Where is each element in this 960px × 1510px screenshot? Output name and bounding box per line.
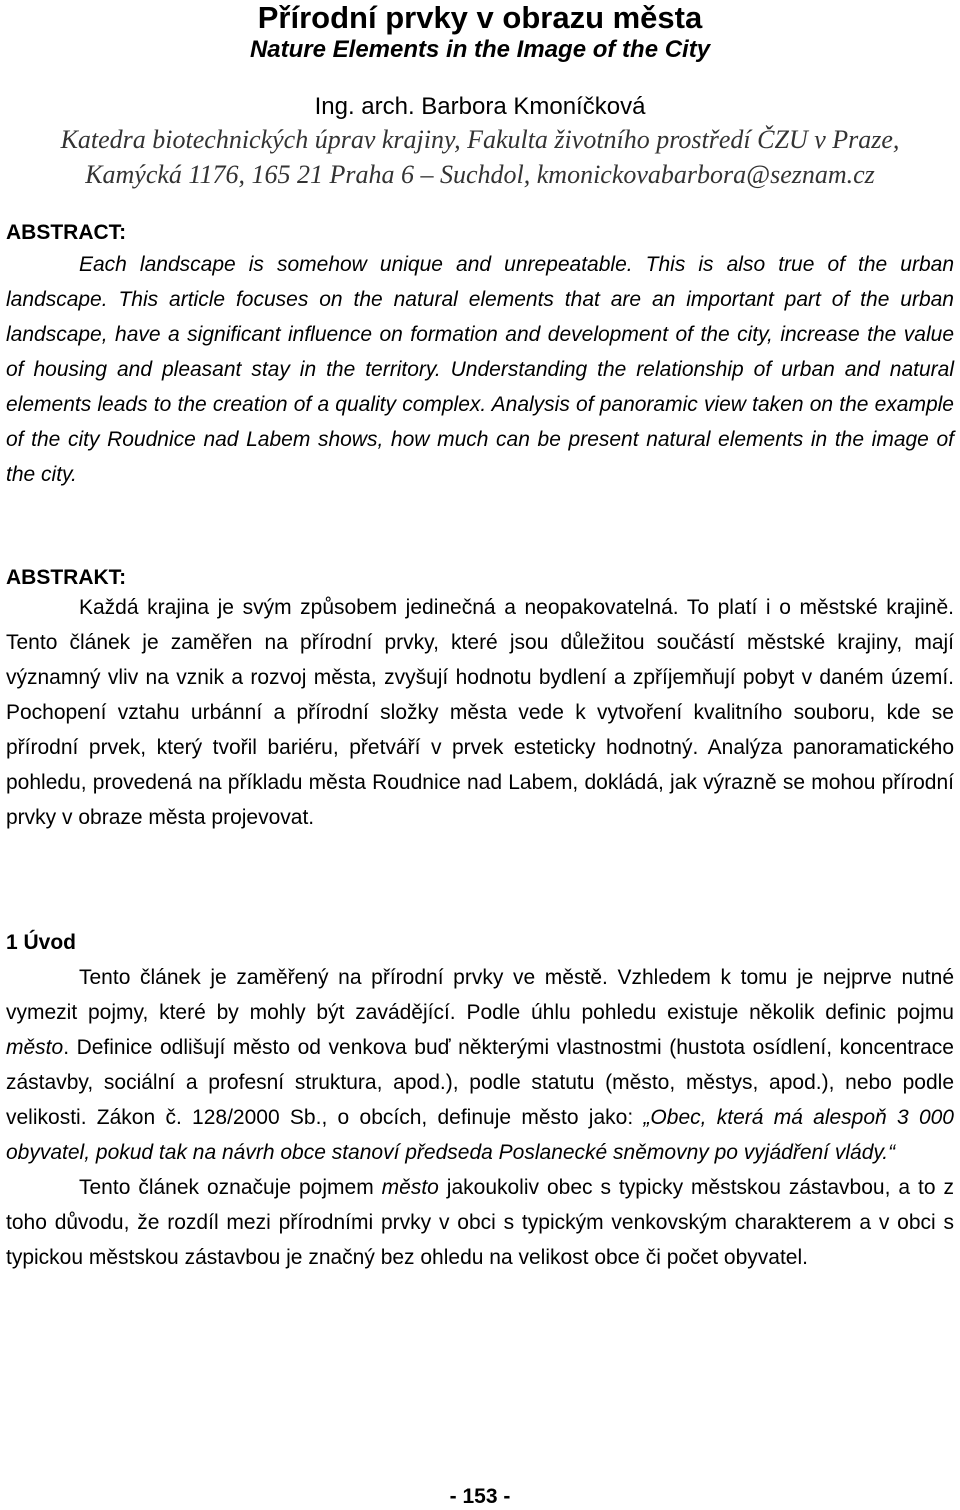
abstract-cz-paragraph: Každá krajina je svým způsobem jedinečná a neopakovatelná. To platí i o městské krajině. Tento článek je zaměřen na přírodní prvky, které jsou důležitou součástí městské krajiny, mají významný vliv na vznik a rozvoj města, zvyšují hodnotu bydlení a zpříjemňují pobyt v daném území. Pochopení vztahu urbánní a přírodní složky města vede k vytvoření kvalitního souboru, kde se přírodní prvek, který tvořil bariéru, přetváří v prvek esteticky hodnotný. Analýza panoramatického pohledu, provedená na příkladu města Roudnice nad Labem, dokládá, jak výrazně se mohou přírodní prvky v obraze města projevovat. [6,596,954,829]
abstract-en-heading: ABSTRACT: [6,221,127,244]
paper-title: Přírodní prvky v obrazu města [257,0,703,35]
p2-text-a: Tento článek označuje pojmem [79,1176,382,1199]
abstract-en-text [6,247,954,492]
paper-subtitle: Nature Elements in the Image of the City [249,36,711,63]
page-number: - 153 - [449,1485,511,1508]
p2-text-b: jakoukoliv obec s typicky městskou zástavbou, a to z toho důvodu, že rozdíl mezi přírodními prvky v obci s typickým venkovským charakterem a v obci s typickou městskou zástavbou je značný bez ohledu na velikost obce či počet obyvatel. [6,1176,954,1269]
p2-emphasis: město [381,1176,439,1199]
abstract-cz-text [6,590,954,835]
abstract-cz-heading: ABSTRAKT: [6,566,127,589]
p1-text-b: . Definice odlišují město od venkova buď některými vlastnostmi (hustota osídlení, koncentrace zástavby, sociální a profesní struktura, apod.), podle statutu (město, městys, apod.), nebo podle velikosti. Zákon č. 128/2000 Sb., o obcích, definuje město jako: [6,1036,954,1129]
body-paragraph-2 [6,1170,954,1275]
section-body [6,960,954,1275]
affiliation-line-1: Katedra biotechnických úprav krajiny, Fakulta životního prostředí ČZU v Praze, [60,125,900,154]
p1-emphasis: město [6,1036,64,1059]
author-name: Ing. arch. Barbora Kmoníčková [314,93,646,120]
law-quote: „Obec, která má alespoň 3 000 obyvatel, pokud tak na návrh obce stanoví předseda Poslanecké sněmovny po vyjádření vlády.“ [6,1106,954,1164]
body-paragraph-1 [6,960,954,1170]
section-heading-uvod: 1 Úvod [6,931,77,954]
p1-text-a: Tento článek je zaměřený na přírodní prvky ve městě. Vzhledem k tomu je nejprve nutné vymezit pojmy, které by mohly být zavádějící. Podle úhlu pohledu existuje několik definic pojmu [6,966,954,1024]
affiliation-line-2: Kamýcká 1176, 165 21 Praha 6 – Suchdol, kmonickovabarbora@seznam.cz [85,160,875,189]
abstract-en-paragraph: Each landscape is somehow unique and unrepeatable. This is also true of the urban landscape. This article focuses on the natural elements that are an important part of the urban landscape, have a significant influence on formation and development of the city, increase the value of housing and pleasant stay in the territory. Understanding the relationship of urban and natural elements leads to the creation of a quality complex. Analysis of panoramic view taken on the example of the city Roudnice nad Labem shows, how much can be present natural elements in the image of the city. [6,253,954,486]
